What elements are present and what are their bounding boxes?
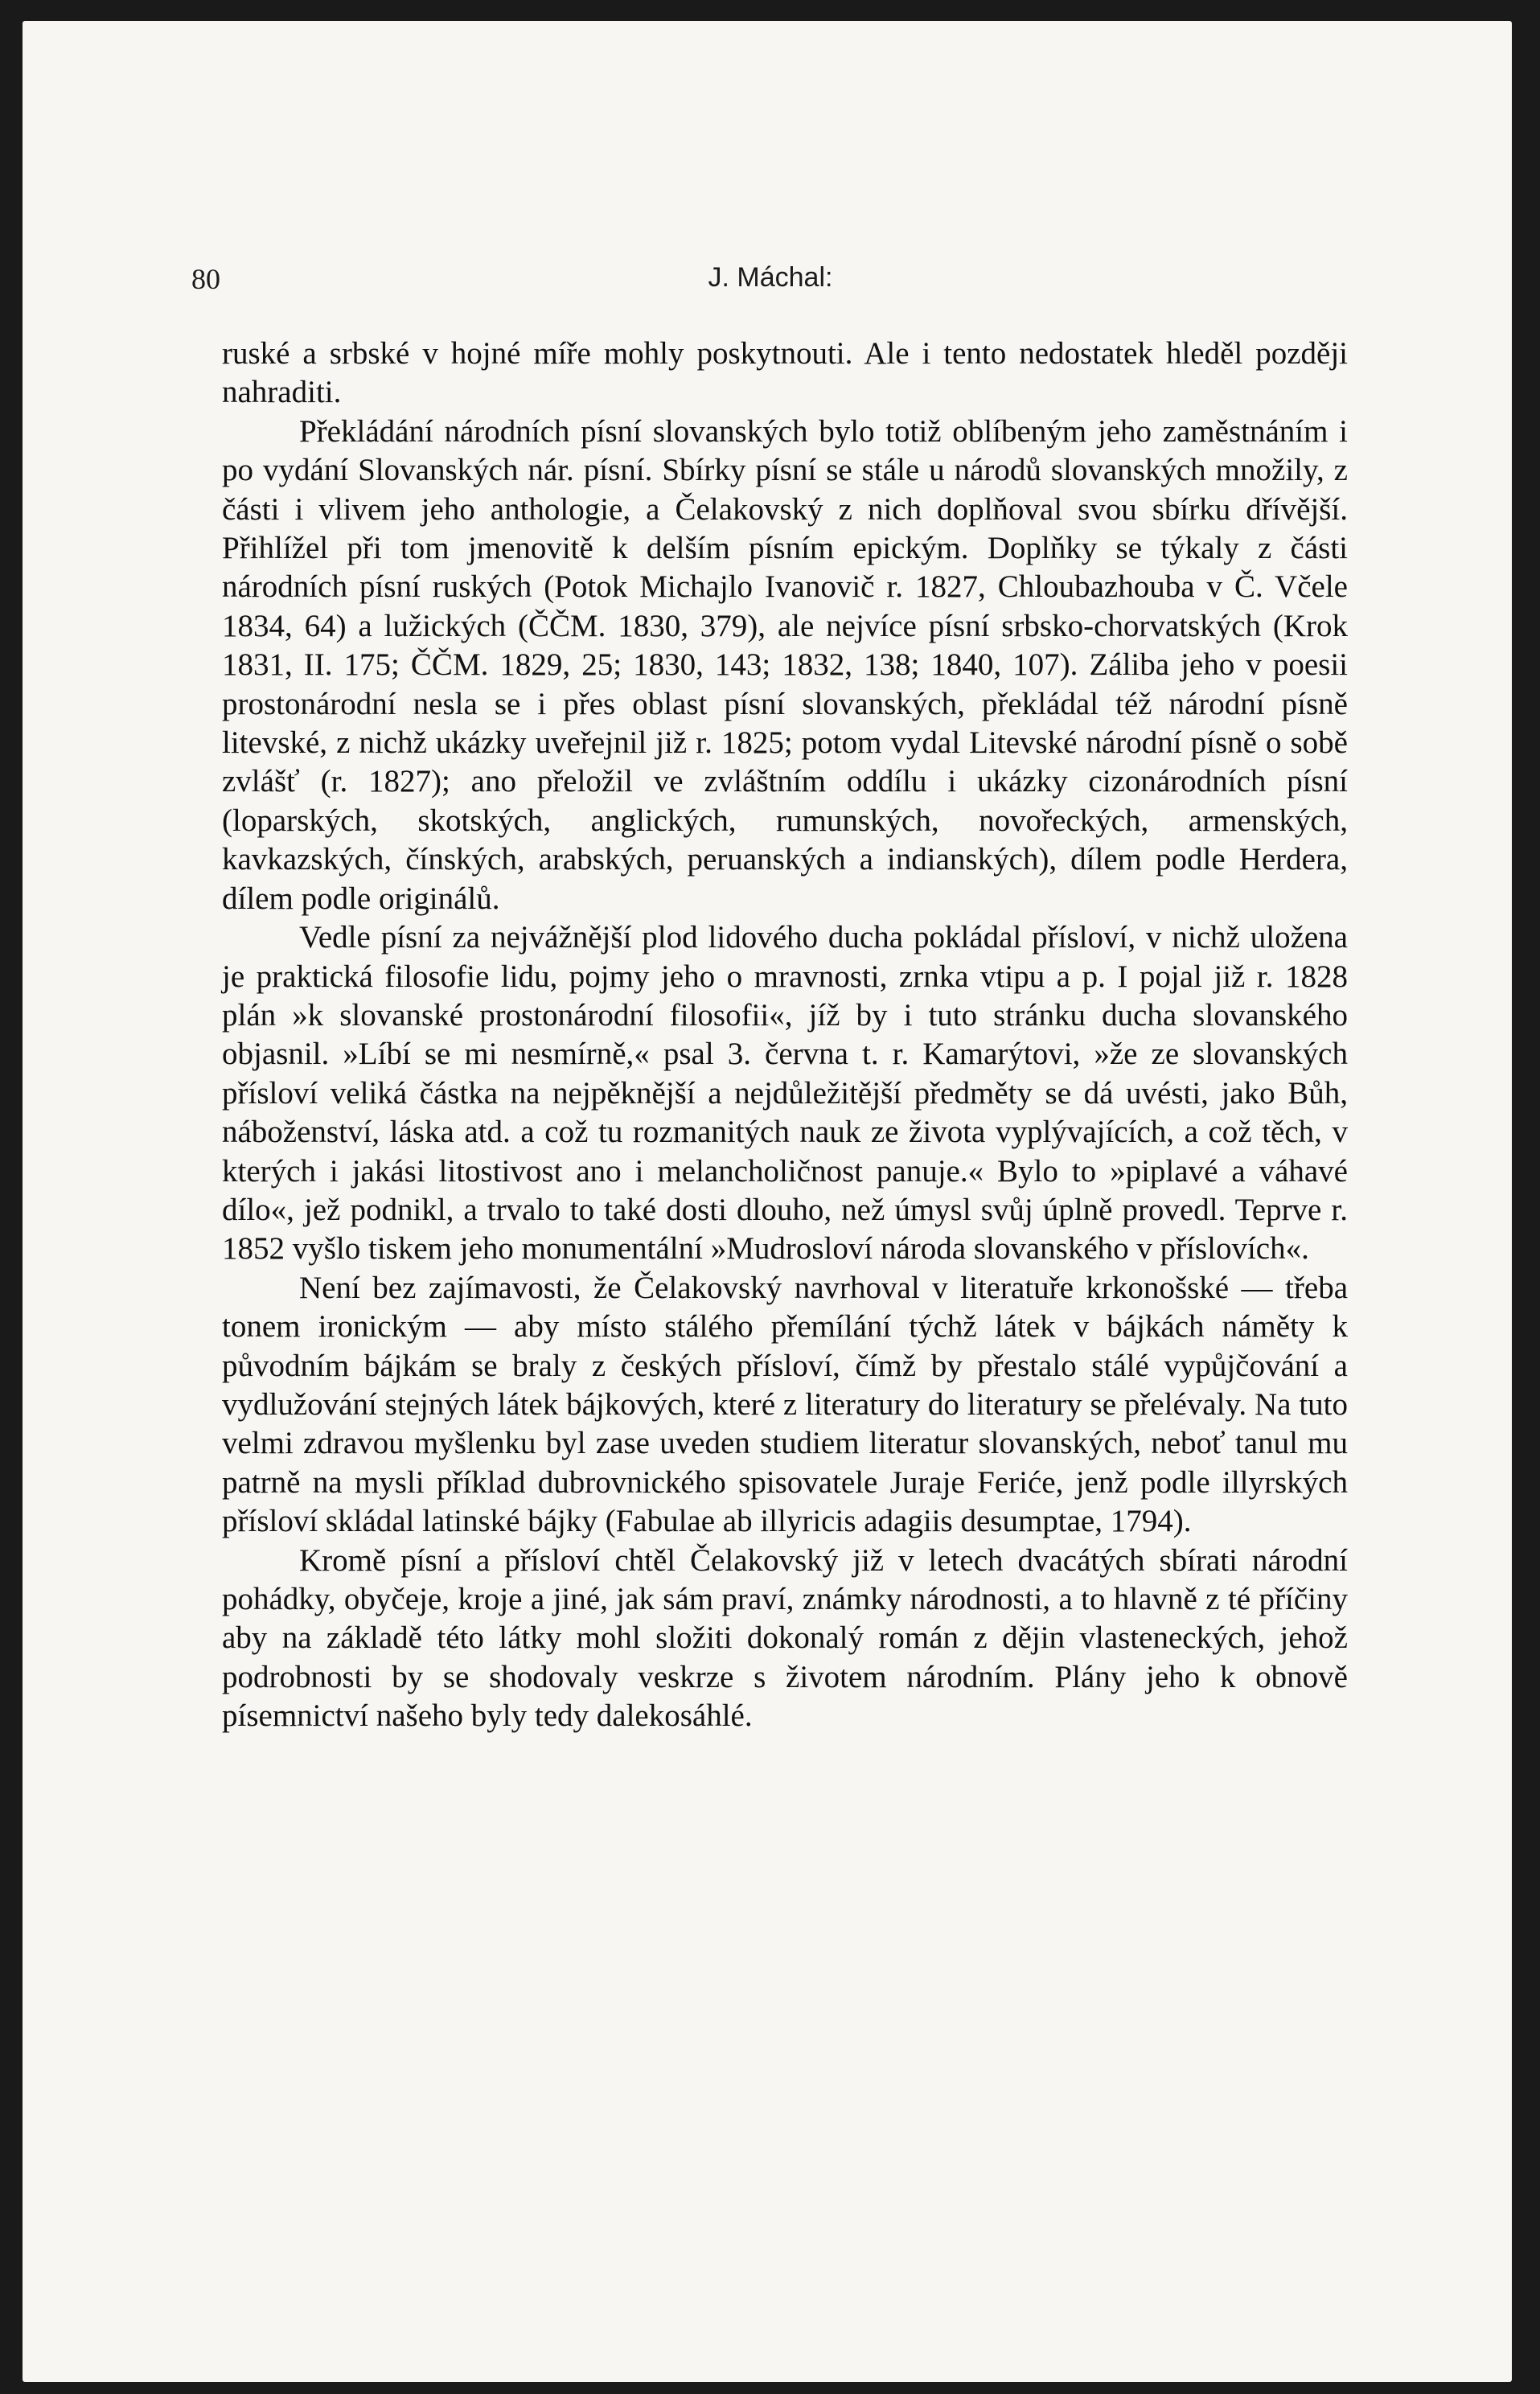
page-number: 80 [191,263,220,295]
paragraph-proverbs: Vedle písní za nejvážnější plod lidového ducha pokládal přísloví, v nichž uložena je praktická filosofie lidu, pojmy jeho o mravnosti, zrnka vtipu a p. I pojal již r. 1828 plán »k slovanské prostonárodní filosofii«, jíž by i tuto stránku ducha slovanského objasnil. »Líbí se mi nesmírně,« psal 3. června t. r. Kamarýtovi, »že ze slovanských přísloví veliká částka na nejpěknější a nejdůležitější předměty se dá uvésti, jako Bůh, náboženství, láska atd. a což tu rozmanitých nauk ze života vyplývajících, a což těch, v kterých i jakási litostivost ano i melancholičnost panuje.« Bylo to »piplavé a váhavé dílo«, jež podnikl, a trvalo to také dosti dlouho, než úmysl svůj úplně provedl. Teprve r. 1852 vyšlo tiskem jeho monumentální »Mudrosloví národa slovanského v příslovích«. [222,920,1348,1267]
paragraph-continuation: ruské a srbské v hojné míře mohly poskytnouti. Ale i tento nedostatek hleděl později nahraditi. [222,336,1348,410]
paragraph-translations: Překládání národních písní slovanských bylo totiž oblíbeným jeho zaměstnáním i po vydání Slovanských nár. písní. Sbírky písní se stále u národů slovanských množily, z části i vlivem jeho anthologie, a Čelakovský z nich doplňoval svou sbírku dřívější. Přihlížel při tom jmenovitě k delším písním epickým. Doplňky se týkaly z části národních písní ruských (Potok Michajlo Ivanovič r. 1827, Chloubazhouba v Č. Včele 1834, 64) a lužických (ČČM. 1830, 379), ale nejvíce písní srbsko-chorvatských (Krok 1831, II. 175; ČČM. 1829, 25; 1830, 143; 1832, 138; 1840, 107). Záliba jeho v poesii prostonárodní nesla se i přes oblast písní slovanských, překládal též národní písně litevské, z nichž ukázky uveřejnil již r. 1825; potom vydal Litevské národní písně o sobě zvlášť (r. 1827); ano přeložil ve zvláštním oddílu i ukázky cizonárodních písní (loparských, skotských, anglických, rumunských, novořeckých, armenských, kavkazských, čínských, arabských, peruanských a indianských), dílem podle Herdera, dílem podle originálů. [222,413,1348,916]
paragraph-fables: Není bez zajímavosti, že Čelakovský navrhoval v literatuře krkonošské — třeba tonem ironickým — aby místo stálého přemílání týchž látek v bájkách náměty k původním bájkám se braly z českých přísloví, čímž by přestalo stálé vypůjčování a vydlužování stejných látek bájkových, které z literatury do literatury se přelévaly. Na tuto velmi zdravou myšlenku byl zase uveden studiem literatur slovanských, neboť tanul mu patrně na mysli příklad dubrovnického spisovatele Juraje Feriće, jenž podle illyrských přísloví skládal latinské bájky (Fabulae ab illyricis adagiis desumptae, 1794). [222,1270,1348,1539]
running-head: J. Máchal: [708,262,833,293]
paragraph-folklore: Kromě písní a přísloví chtěl Čelakovský již v letech dvacátých sbírati národní pohádky, obyčeje, kroje a jiné, jak sám praví, známky národnosti, a to hlavně z té příčiny aby na základě této látky mohl složiti dokonalý román z dějin vlasteneckých, jehož podrobnosti by se shodovaly veskrze s životem národním. Plány jeho k obnově písemnictví našeho byly tedy dalekosáhlé. [222,1542,1348,1734]
body-text [222,335,1348,1736]
page-header [191,262,1349,304]
